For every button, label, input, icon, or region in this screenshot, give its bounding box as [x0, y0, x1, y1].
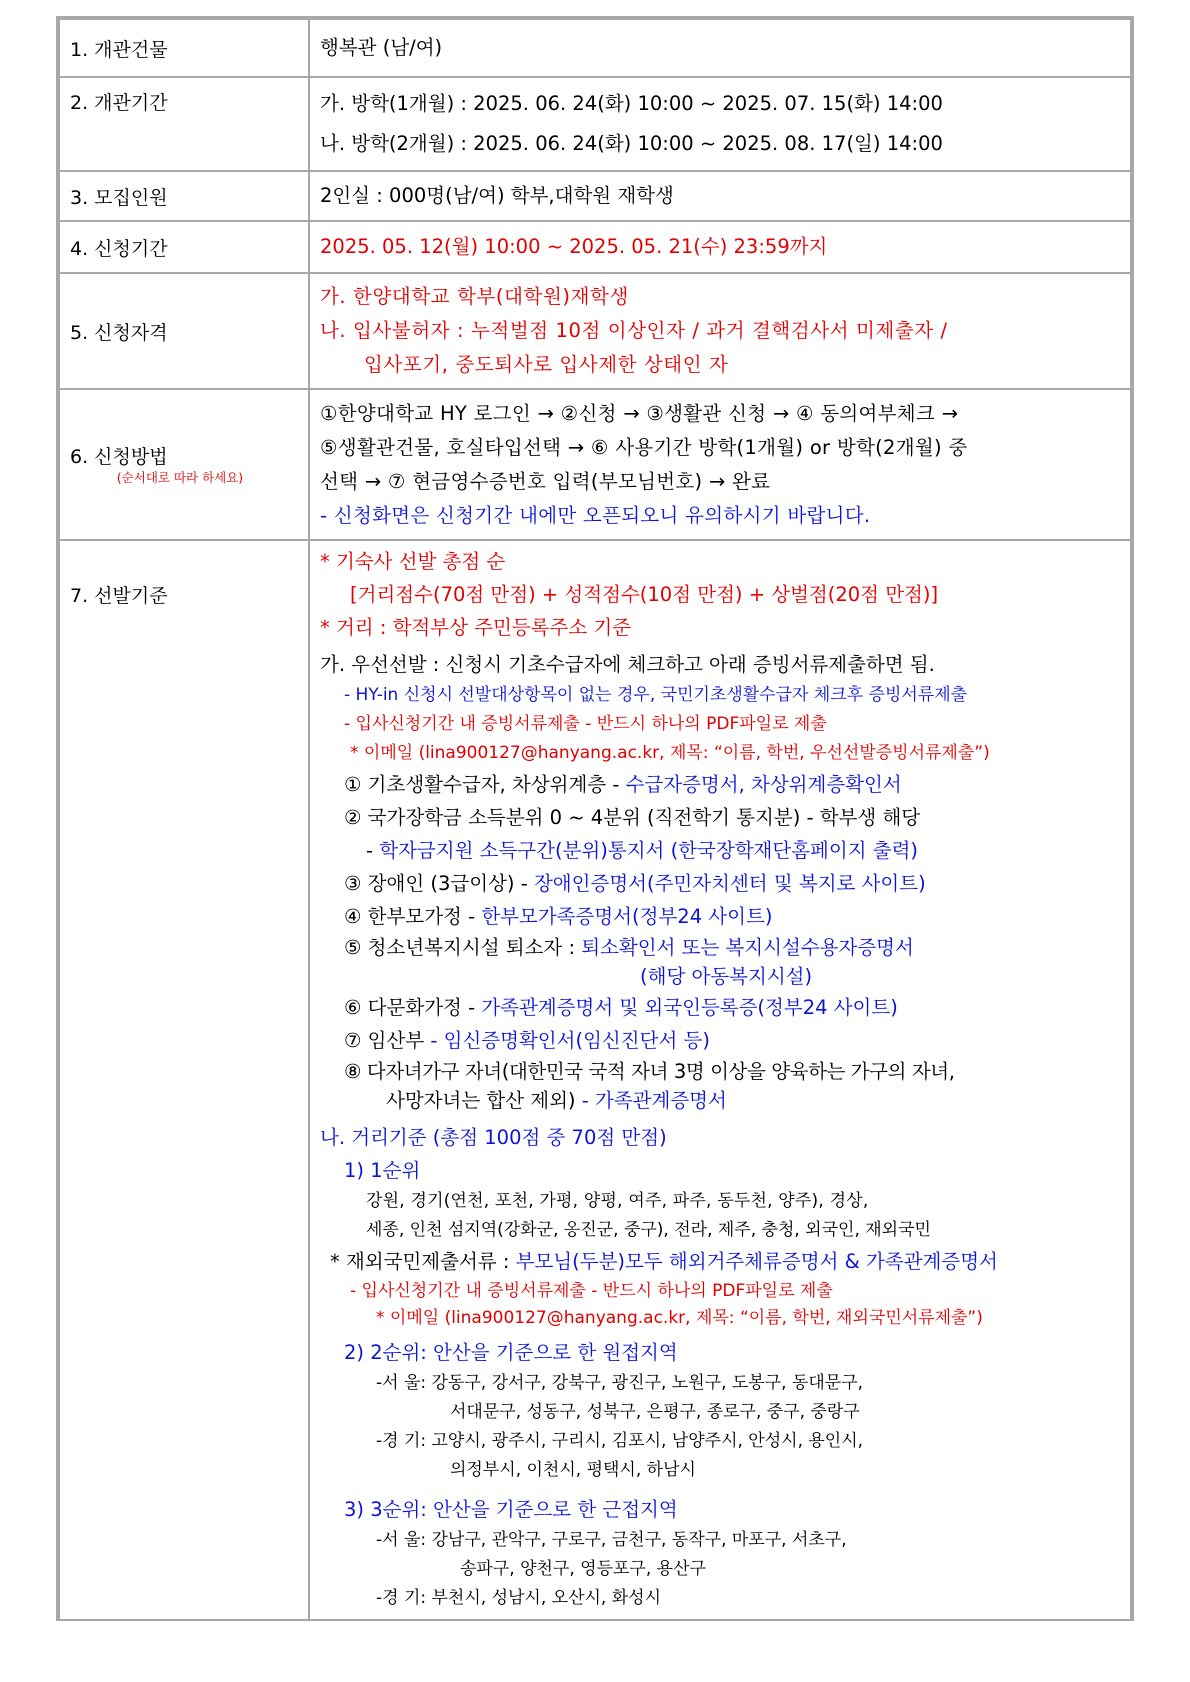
priority-item-2-doc — [320, 834, 1122, 867]
row-apply-period — [59, 221, 1131, 273]
priority-item-1 — [320, 768, 1122, 801]
content-method — [309, 389, 1131, 540]
item-2-dash: - — [366, 839, 380, 862]
content-period — [309, 77, 1131, 171]
item-2-text: ② 국가장학금 소득분위 0 ~ 4분위 (직전학기 통지분) - 학부생 해당 — [344, 806, 921, 829]
priority-email: * 이메일 (lina900127@hanyang.ac.kr, 제목: “이름, 학번, 우선선발증빙서류제출”) — [350, 743, 990, 763]
overseas-email: * 이메일 (lina900127@hanyang.ac.kr, 제목: “이름, 학번, 재외국민서류제출”) — [376, 1308, 983, 1328]
item-8-doc: - 가족관계증명서 — [581, 1089, 727, 1112]
rank3-seoul-1: -서 울: 강남구, 관악구, 구로구, 금천구, 동작구, 마포구, 서초구, — [376, 1530, 847, 1550]
row-recruit — [59, 171, 1131, 221]
rank2-seoul-1: -서 울: 강동구, 강서구, 강북구, 광진구, 노원구, 도봉구, 동대문구, — [376, 1373, 864, 1393]
priority-item-6 — [320, 991, 1122, 1024]
rank3-gg-1: -경 기: 부천시, 성남시, 오산시, 화성시 — [376, 1588, 661, 1608]
item-8-text: ⑧ 다자녀가구 자녀(대한민국 국적 자녀 3명 이상을 양육하는 가구의 자녀, — [344, 1060, 955, 1083]
label-eligibility: 5. 신청자격 — [59, 273, 309, 389]
label-method-text: 6. 신청방법 — [70, 445, 168, 468]
item-6-doc: 가족관계증명서 및 외국인등록증(정부24 사이트) — [481, 996, 898, 1019]
priority-item-3 — [320, 867, 1122, 900]
row-building — [59, 19, 1131, 77]
distance-title: 나. 거리기준 (총점 100점 중 70점 만점) — [320, 1126, 667, 1149]
item-3-doc: 장애인증명서(주민자치센터 및 복지로 사이트) — [533, 872, 926, 895]
content-building — [309, 19, 1131, 77]
item-7-text: ⑦ 임산부 — [344, 1029, 431, 1052]
row-method — [59, 389, 1131, 540]
rank2-title: 2) 2순위: 안산을 기준으로 한 원접지역 — [344, 1341, 678, 1364]
label-apply-period: 4. 신청기간 — [59, 221, 309, 273]
sel-head-3: * 거리 : 학적부상 주민등록주소 기준 — [320, 616, 632, 639]
building-text: 행복관 (남/여) — [320, 36, 443, 59]
item-5-doc: 퇴소확인서 또는 복지시설수용자증명서 — [581, 936, 914, 959]
sel-head-1: * 기숙사 선발 총점 순 — [320, 550, 506, 573]
priority-title: 가. 우선선발 : 신청시 기초수급자에 체크하고 아래 증빙서류제출하면 됨. — [320, 653, 935, 676]
priority-note-2: - 입사신청기간 내 증빙서류제출 - 반드시 하나의 PDF파일로 제출 — [344, 714, 827, 734]
priority-item-7 — [320, 1024, 1122, 1057]
rank2-gg-1: -경 기: 고양시, 광주시, 구리시, 김포시, 남양주시, 안성시, 용인시, — [376, 1431, 864, 1451]
item-2-doc: 학자금지원 소득구간(분위)통지서 (한국장학재단홈페이지 출력) — [379, 839, 919, 862]
label-building: 1. 개관건물 — [59, 19, 309, 77]
item-7-doc: - 임신증명확인서(임신진단서 등) — [430, 1029, 710, 1052]
method-notice: - 신청화면은 신청기간 내에만 오픈되오니 유의하시기 바랍니다. — [320, 503, 871, 527]
content-recruit — [309, 171, 1131, 221]
sel-head-2: [거리점수(70점 만점) + 성적점수(10점 만점) + 상벌점(20점 만점)] — [350, 583, 939, 606]
priority-item-8 — [320, 1057, 1122, 1087]
overseas-note-1: - 입사신청기간 내 증빙서류제출 - 반드시 하나의 PDF파일로 제출 — [350, 1281, 833, 1301]
priority-item-2 — [320, 801, 1122, 834]
item-1-doc: 수급자증명서, 차상위계층확인서 — [625, 773, 902, 796]
priority-item-5-sub — [320, 963, 1122, 991]
info-table — [58, 18, 1132, 1621]
priority-note-1: - HY-in 신청시 선발대상항목이 없는 경우, 국민기초생활수급자 체크후 증빙서류제출 — [344, 685, 968, 705]
label-selection-text: 7. 선발기준 — [70, 585, 168, 607]
item-5-text: ⑤ 청소년복지시설 퇴소자 : — [344, 936, 582, 959]
overseas-docs — [320, 1245, 1122, 1278]
row-eligibility — [59, 273, 1131, 389]
rank2-gg-2: 의정부시, 이천시, 평택시, 하남시 — [450, 1460, 696, 1480]
item-4-text: ④ 한부모가정 - — [344, 905, 482, 928]
label-period — [59, 77, 309, 171]
priority-item-8-cont — [320, 1087, 1122, 1115]
apply-period-text: 2025. 05. 12(월) 10:00 ~ 2025. 05. 21(수) 23:59까지 — [320, 235, 828, 258]
row-selection — [59, 540, 1131, 1620]
priority-item-4 — [320, 900, 1122, 933]
rank1-line-1: 강원, 경기(연천, 포천, 가평, 양평, 여주, 파주, 동두천, 양주), 경상, — [366, 1191, 869, 1211]
eligibility-line-2: 나. 입사불허자 : 누적벌점 10점 이상인자 / 과거 결핵검사서 미제출자 / — [320, 319, 948, 342]
rank3-title: 3) 3순위: 안산을 기준으로 한 근접지역 — [344, 1498, 678, 1521]
item-8-cont-text: 사망자녀는 합산 제외) — [386, 1089, 582, 1112]
recruit-text: 2인실 : 000명(남/여) 학부,대학원 재학생 — [320, 184, 674, 207]
priority-item-5 — [320, 933, 1122, 963]
method-line-1 — [320, 397, 1122, 431]
row-period — [59, 77, 1131, 171]
content-selection — [309, 540, 1131, 1620]
rank2-seoul-2: 서대문구, 성동구, 성북구, 은평구, 종로구, 중구, 중랑구 — [450, 1402, 860, 1422]
label-recruit: 3. 모집인원 — [59, 171, 309, 221]
rank1-line-2: 세종, 인천 섬지역(강화군, 옹진군, 중구), 전라, 제주, 충청, 외국인, 재외국민 — [366, 1220, 931, 1240]
eligibility-line-1: 가. 한양대학교 학부(대학원)재학생 — [320, 285, 629, 308]
label-selection — [59, 540, 309, 1620]
item-4-doc: 한부모가족증명서(정부24 사이트) — [481, 905, 773, 928]
application-table — [56, 16, 1134, 1621]
content-eligibility — [309, 273, 1131, 389]
method-line-3: 선택 → ⑦ 현금영수증번호 입력(부모님번호) → 완료 — [320, 469, 771, 493]
period-line-2: 나. 방학(2개월) : 2025. 06. 24(화) 10:00 ~ 2025. 08. 17(일) 14:00 — [320, 132, 943, 155]
item-3-text: ③ 장애인 (3급이상) - — [344, 872, 534, 895]
item-6-text: ⑥ 다문화가정 - — [344, 996, 482, 1019]
item-1-text: ① 기초생활수급자, 차상위계층 - — [344, 773, 626, 796]
eligibility-line-3: 입사포기, 중도퇴사로 입사제한 상태인 자 — [364, 353, 729, 376]
label-period-text: 2. 개관기간 — [70, 92, 168, 114]
content-apply-period — [309, 221, 1131, 273]
method-line-2: ⑤생활관건물, 호실타입선택 → ⑥ 사용기간 방학(1개월) or 방학(2개월) 중 — [320, 435, 968, 459]
overseas-label: * 재외국민제출서류 : — [330, 1250, 516, 1273]
item-5-sub-doc: (해당 아동복지시설) — [640, 965, 813, 988]
overseas-doc: 부모님(두분)모두 해외거주체류증명서 & 가족관계증명서 — [515, 1250, 998, 1273]
period-line-1: 가. 방학(1개월) : 2025. 06. 24(화) 10:00 ~ 2025. 07. 15(화) 14:00 — [320, 92, 943, 115]
method-line-1-text: ①한양대학교 HY 로그인 → ②신청 → ③생활관 신청 → ④ 동의여부체크 → — [320, 401, 959, 425]
rank3-seoul-2: 송파구, 양천구, 영등포구, 용산구 — [460, 1559, 706, 1579]
label-method — [59, 389, 309, 540]
label-method-sub: (순서대로 따라 하세요) — [116, 469, 244, 485]
rank1-title: 1) 1순위 — [344, 1159, 421, 1182]
